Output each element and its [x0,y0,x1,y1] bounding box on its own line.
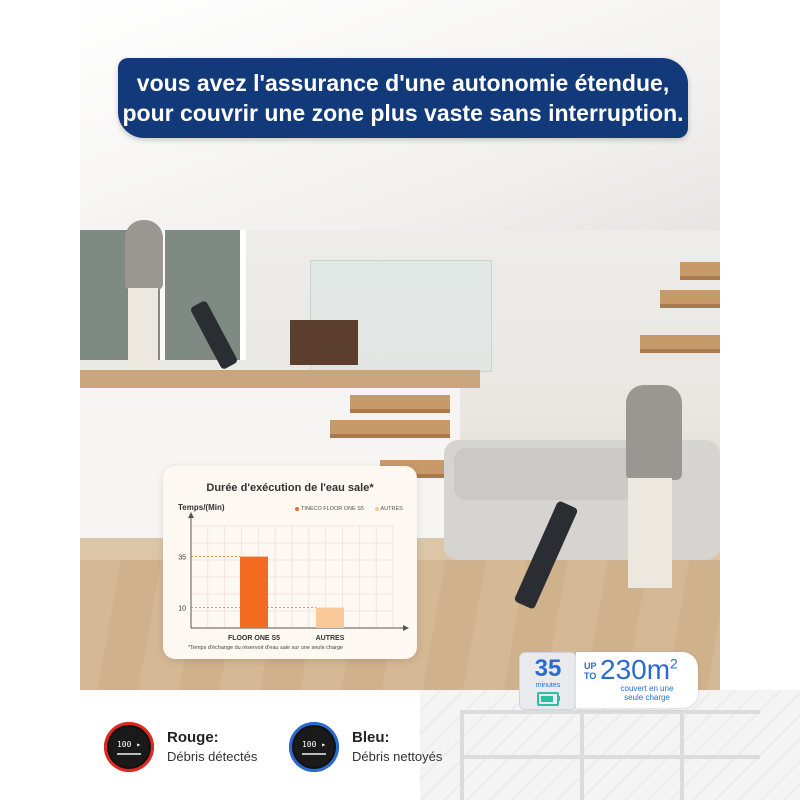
display-readout: 100 ▸ [116,740,142,749]
sofa-cushions [454,448,634,500]
stair-step [330,420,450,438]
chart-footnote: *Temps d'échange du réservoir d'eau sale sur une seule charge [188,645,343,651]
coverage-caption [602,684,692,702]
headline-text [118,68,688,128]
runtime-value: 35 [534,655,562,682]
status-subtitle-blue: Débris nettoyés [352,749,443,764]
status-subtitle-red: Débris détectés [167,749,258,764]
stair-step [660,290,720,308]
red-led-ring-icon [104,722,154,772]
y-axis-arrow [188,512,194,518]
sideboard [290,320,358,365]
stair-step [640,335,720,353]
coverage-stat-box [576,652,698,708]
bar-autres [316,608,344,628]
woman-downstairs-pants [628,478,672,588]
coverage-caption-line-1: couvert en une [620,684,674,693]
x-tick-label: AUTRES [315,635,345,642]
runtime-unit: minutes [535,682,561,689]
display-bar [117,753,141,755]
status-indicator-red [104,722,284,792]
coverage-exponent: 2 [670,655,678,672]
runtime-stat-box [519,652,577,710]
headline-line-1: vous avez l'assurance d'une autonomie étendue, [136,70,670,96]
bar-chart [163,466,417,659]
display-readout: 100 ▸ [301,740,327,749]
bar-floor-one-s5 [240,557,268,628]
y-tick-label: 35 [178,554,186,562]
legend-label-secondary: AUTRES [380,506,403,512]
blue-led-ring-icon [289,722,339,772]
x-axis-arrow [403,625,409,631]
coverage-caption-line-2: seule charge [624,693,670,702]
mezzanine-floor [80,370,480,388]
woman-upstairs-pants [128,288,158,368]
coverage-number: 230m [600,654,671,685]
headline-banner [118,58,688,138]
coverage-value [600,654,678,686]
chart-title: Durée d'exécution de l'eau sale* [206,482,374,494]
status-title-red: Rouge: [167,729,219,746]
woman-downstairs [626,385,682,480]
battery-icon-tip [557,696,560,701]
y-tick-label: 10 [178,605,186,613]
legend-label-primary: TINECO FLOOR ONE S5 [301,506,364,512]
display-screen [294,727,334,767]
up-to-label: UP TO [584,661,597,681]
floorplan-wall [460,755,760,759]
woman-upstairs [125,220,163,290]
display-screen [109,727,149,767]
display-bar [302,753,326,755]
status-title-blue: Bleu: [352,729,390,746]
x-tick-label: FLOOR ONE S5 [227,635,281,642]
floorplan-wall [460,710,760,714]
stair-step [350,395,450,413]
battery-icon [537,692,559,706]
status-indicator-blue [289,722,469,792]
runtime-chart-card [163,466,417,659]
headline-line-2: pour couvrir une zone plus vaste sans interruption. [122,100,684,126]
y-axis-label: Temps/(Min) [178,503,225,512]
stair-step [680,262,720,280]
